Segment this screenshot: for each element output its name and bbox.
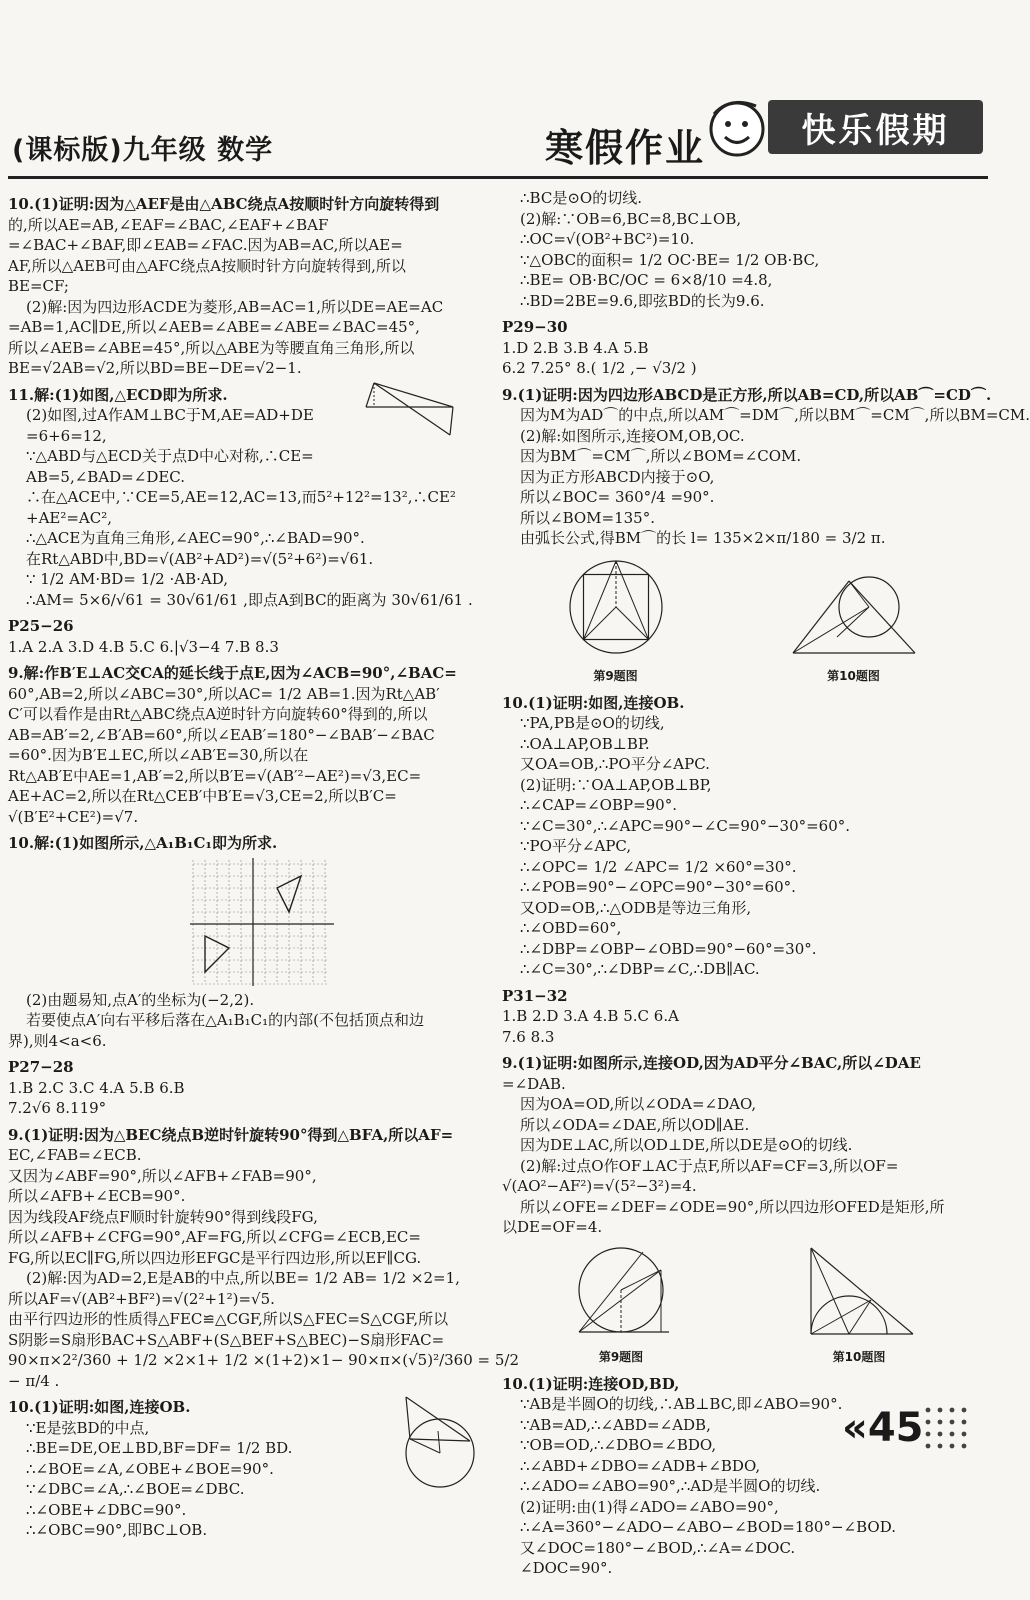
answer-line: ∴∠OPC= 1/2 ∠APC= 1/2 ×60°=30°. (520, 857, 797, 876)
square-in-circle-figure (562, 553, 670, 661)
answer-line: ∴OC=√(OB²+BC²)=10. (520, 230, 695, 248)
answer-line: 9.(1)证明:因为△BEC绕点B逆时针旋转90°得到△BFA,所以AF= (8, 1125, 454, 1144)
figure-row (502, 553, 978, 687)
brand-banner: 快乐假期 (768, 100, 983, 154)
answer-line: ∵AB=AD,∴∠ABD=∠ADB, (520, 1415, 711, 1434)
answer-line: 因为M为AD⌒的中点,所以AM⌒=DM⌒,所以BM⌒=CM⌒,所以BM=CM. (520, 406, 1030, 424)
answer-line: 所以∠BOM=135°. (520, 508, 655, 527)
answer-line: 9.(1)证明:因为四边形ABCD是正方形,所以AB=CD,所以AB⌒=CD⌒. (502, 385, 992, 404)
answer-line: 7.6 8.3 (502, 1027, 555, 1046)
answer-line: 所以∠AFB+∠ECB=90°. (8, 1187, 186, 1205)
page-range-heading: P31−32 (502, 986, 568, 1005)
answer-line: − π/4 . (8, 1371, 60, 1390)
answer-line: ∴∠C=30°,∴∠DBP=∠C,∴DB∥AC. (520, 960, 760, 978)
answer-line: C′可以看作是由Rt△ABC绕点A逆时针方向旋转60°得到的,所以 (8, 705, 428, 723)
page-range-heading: P25−26 (8, 617, 74, 635)
left-column (8, 188, 520, 1541)
answer-line: 由平行四边形的性质得△FEC≌△CGF,所以S△FEC=S△CGF,所以 (8, 1310, 449, 1328)
dot-grid-ornament (922, 1404, 974, 1448)
grid-figure (188, 856, 338, 988)
answer-line: ∵∠C=30°,∴∠APC=90°−∠C=90°−30°=60°. (520, 816, 851, 835)
double-chevron-icon: « (842, 1405, 868, 1451)
answer-line: 10.(1)证明:因为△AEF是由△ABC绕点A按顺时针方向旋转得到 (8, 195, 440, 213)
answer-line: 6.2 7.25° 8.( 1/2 ,− √3/2 ) (502, 359, 697, 377)
answer-line: 因为BM⌒=CM⌒,所以∠BOM=∠COM. (520, 447, 802, 465)
answer-line: 1.B 2.C 3.C 4.A 5.B 6.B (8, 1078, 185, 1097)
answer-line: 所以AF=√(AB²+BF²)=√(2²+1²)=√5. (8, 1289, 275, 1308)
book-edition-title: (课标版)九年级 数学 (12, 135, 274, 166)
answer-line: ∴∠OBC=90°,即BC⊥OB. (26, 1521, 208, 1539)
answer-line: 所以∠AEB=∠ABE=45°,所以△ABE为等腰直角三角形,所以 (8, 338, 415, 357)
book-series-title: 寒假作业 (545, 126, 706, 170)
figure-caption: 第9题图 (598, 1350, 644, 1364)
mascot-icon (700, 92, 774, 166)
answer-line: 又因为∠ABF=90°,所以∠AFB+∠FAB=90°, (8, 1166, 317, 1185)
answer-line: 的,所以AE=AB,∠EAF=∠BAC,∠EAF+∠BAF (8, 215, 329, 234)
answer-line: ∵∠DBC=∠A,∴∠BOE=∠DBC. (26, 1480, 245, 1498)
answer-line: AF,所以△AEB可由△AFC绕点A按顺时针方向旋转得到,所以 (8, 256, 406, 275)
answer-line: 界),则4<a<6. (8, 1031, 107, 1050)
answer-line: (2)证明:∵OA⊥AP,OB⊥BP, (520, 775, 712, 794)
answer-line: ∴∠CAP=∠OBP=90°. (520, 796, 677, 814)
answer-line: 90×π×2²/360 + 1/2 ×2×1+ 1/2 ×(1+2)×1− 90×π×(√5)²/360 = 5/2 (8, 1351, 520, 1369)
answer-line: 以DE=OF=4. (502, 1218, 603, 1236)
figure-caption: 第10题图 (827, 669, 880, 683)
answer-line: (2)如图,过A作AM⊥BC于M,AE=AD+DE (26, 406, 314, 424)
answer-line: 1.B 2.D 3.A 4.B 5.C 6.A (502, 1007, 679, 1025)
answer-line: 1.A 2.A 3.D 4.B 5.C 6.|√3−4 7.B 8.3 (8, 637, 279, 656)
answer-line: ∵PO平分∠APC, (520, 837, 632, 855)
answer-line: ∴∠A=360°−∠ADO−∠ABO−∠BOD=180°−∠BOD. (520, 1518, 896, 1536)
answer-line: ∵ 1/2 AM·BD= 1/2 ·AB·AD, (26, 570, 228, 588)
answer-line: AB=5,∠BAD=∠DEC. (26, 467, 186, 486)
answer-line: 由弧长公式,得BM⌒的长 l= 135×2×π/180 = 3/2 π. (520, 529, 886, 547)
answer-line: ∴OA⊥AP,OB⊥BP. (520, 734, 650, 753)
answer-line: =60°.因为B′E⊥EC,所以∠AB′E=30,所以在 (8, 746, 309, 764)
answer-line: ∴△ACE为直角三角形,∠AEC=90°,∴∠BAD=90°. (26, 529, 365, 547)
answer-line: 在Rt△ABD中,BD=√(AB²+AD²)=√(5²+6²)=√61. (26, 549, 374, 568)
answer-line: ∵△OBC的面积= 1/2 OC·BE= 1/2 OB·BC, (520, 250, 820, 269)
answer-line: AE+AC=2,所以在Rt△CEB′中B′E=√3,CE=2,所以B′C= (8, 787, 397, 805)
answer-line: ∴AM= 5×6/√61 = 30√61/61 ,即点A到BC的距离为 30√61/61 . (26, 590, 473, 609)
answer-line: 1.D 2.B 3.B 4.A 5.B (502, 338, 649, 357)
answer-line: S阴影=S扇形BAC+S△ABF+(S△BEF+S△BEC)−S扇形FAC= (8, 1330, 445, 1349)
page-range-heading: P27−28 (8, 1058, 74, 1076)
header-rule (8, 176, 988, 179)
answer-line: 又OD=OB,∴△ODB是等边三角形, (520, 898, 752, 917)
answer-line: 10.解:(1)如图所示,△A₁B₁C₁即为所求. (8, 834, 278, 852)
answer-line: 9.(1)证明:如图所示,连接OD,因为AD平分∠BAC,所以∠DAE (502, 1054, 921, 1072)
circle-chord-figure (561, 1242, 681, 1342)
answer-line: 10.(1)证明:连接OD,BD, (502, 1374, 680, 1393)
answer-line: √(AO²−AF²)=√(5²−3²)=4. (502, 1177, 697, 1195)
answer-line: +AE²=AC², (26, 508, 113, 527)
answer-line: ∠DOC=90°. (520, 1559, 613, 1577)
answer-line: =6+6=12, (26, 426, 107, 445)
answer-line: ∵△ABD与△ECD关于点D中心对称,∴CE= (26, 447, 314, 465)
answer-line: (2)解:过点O作OF⊥AC于点F,所以AF=CF=3,所以OF= (520, 1156, 899, 1175)
answer-line: (2)解:∵OB=6,BC=8,BC⊥OB, (520, 209, 742, 228)
answer-line: 若要使点A′向右平移后落在△A₁B₁C₁的内部(不包括顶点和边 (26, 1011, 425, 1029)
answer-line: (2)解:因为四边形ACDE为菱形,AB=AC=1,所以DE=AE=AC (26, 297, 444, 316)
answer-line: 因为DE⊥AC,所以OD⊥DE,所以DE是⊙O的切线. (520, 1136, 853, 1154)
answer-line: BE=CF; (8, 277, 69, 295)
answer-line: 所以∠BOC= 360°/4 =90°. (520, 488, 715, 506)
answer-line: ∴BE= OB·BC/OC = 6×8/10 =4.8, (520, 271, 773, 289)
answer-line: ∴∠BOE=∠A,∠OBE+∠BOE=90°. (26, 1459, 274, 1478)
answer-line: ∵OB=OD,∴∠DBO=∠BDO, (520, 1436, 717, 1454)
answer-line: 60°,AB=2,所以∠ABC=30°,所以AC= 1/2 AB=1.因为Rt△AB′ (8, 684, 440, 703)
answer-line: (2)证明:由(1)得∠ADO=∠ABO=90°, (520, 1497, 779, 1516)
page-number (842, 1405, 924, 1451)
answer-line: FG,所以EC∥FG,所以四边形EFGC是平行四边形,所以EF∥CG. (8, 1248, 422, 1267)
figure-caption: 第10题图 (832, 1350, 886, 1364)
answer-line: ∴∠ADO=∠ABO=90°,∴AD是半圆O的切线. (520, 1477, 821, 1495)
answer-line: √(B′E²+CE²)=√7. (8, 807, 139, 826)
answer-line: ∴BC是⊙O的切线. (520, 189, 642, 207)
page-number-value: 45 (867, 1405, 924, 1451)
answer-line: 9.解:作B′E⊥AC交CA的延长线于点E,因为∠ACB=90°,∠BAC= (8, 664, 457, 682)
answer-line: (2)解:因为AD=2,E是AB的中点,所以BE= 1/2 AB= 1/2 ×2=1, (26, 1269, 460, 1287)
page-range-heading: P29−30 (502, 318, 568, 336)
answer-line: 11.解:(1)如图,△ECD即为所求. (8, 385, 228, 404)
answer-line: 所以∠ODA=∠DAE,所以OD∥AE. (520, 1115, 750, 1134)
answer-line: ∴∠OBD=60°, (520, 919, 622, 937)
answer-line: 10.(1)证明:如图,连接OB. (502, 693, 685, 712)
answer-line: 因为正方形ABCD内接于⊙O, (520, 467, 715, 486)
page-header (0, 0, 996, 190)
circle-figure (398, 1391, 484, 1499)
answer-line: 7.2√6 8.119° (8, 1099, 107, 1117)
answer-line: =∠BAC+∠BAF,即∠EAB=∠FAC.因为AB=AC,所以AE= (8, 236, 403, 254)
tangent-figure (789, 561, 919, 661)
answer-line: ∵AB是半圆O的切线,∴AB⊥BC,即∠ABO=90°. (520, 1395, 843, 1413)
answer-line: 所以∠AFB+∠CFG=90°,AF=FG,所以∠CFG=∠ECB,EC= (8, 1228, 421, 1246)
answer-line: EC,∠FAB=∠ECB. (8, 1146, 142, 1164)
answer-line: ∴∠POB=90°−∠OPC=90°−30°=60°. (520, 878, 796, 896)
answer-line: BE=√2AB=√2,所以BD=BE−DE=√2−1. (8, 359, 302, 377)
answer-line: =AB=1,AC∥DE,所以∠AEB=∠ABE=∠ABE=∠BAC=45°, (8, 318, 420, 336)
semicircle-figure (799, 1242, 919, 1342)
answer-line: 所以∠OFE=∠DEF=∠ODE=90°,所以四边形OFED是矩形,所 (520, 1197, 945, 1216)
answer-line: ∴BD=2BE=9.6,即弦BD的长为9.6. (520, 291, 765, 310)
answer-line: 因为线段AF绕点F顺时针旋转90°得到线段FG, (8, 1207, 318, 1226)
figure-caption: 第9题图 (593, 669, 638, 683)
answer-line: 又OA=OB,∴PO平分∠APC. (520, 755, 710, 773)
answer-line: ∴∠OBE+∠DBC=90°. (26, 1500, 187, 1519)
answer-line: Rt△AB′E中AE=1,AB′=2,所以B′E=√(AB′²−AE²)=√3,EC= (8, 766, 422, 785)
answer-line: (2)解:如图所示,连接OM,OB,OC. (520, 426, 745, 445)
diagram-figure (358, 379, 478, 441)
right-column (502, 188, 1030, 1579)
answer-line: 又∠DOC=180°−∠BOD,∴∠A=∠DOC. (520, 1538, 796, 1557)
answer-line: ∴在△ACE中,∵CE=5,AE=12,AC=13,而5²+12²=13²,∴CE² (26, 488, 456, 506)
answer-line: ∵PA,PB是⊙O的切线, (520, 714, 665, 732)
answer-line: 因为OA=OD,所以∠ODA=∠DAO, (520, 1095, 757, 1113)
answer-line: =∠DAB. (502, 1074, 566, 1093)
answer-line: AB=AB′=2,∠B′AB=60°,所以∠EAB′=180°−∠BAB′−∠BAC (8, 725, 435, 744)
answer-line: ∴∠DBP=∠OBP−∠OBD=90°−60°=30°. (520, 939, 817, 958)
answer-line: 10.(1)证明:如图,连接OB. (8, 1398, 191, 1416)
answer-line: ∵E是弦BD的中点, (26, 1418, 150, 1437)
figure-row (502, 1242, 978, 1368)
answer-line: ∴∠ABD+∠DBO=∠ADB+∠BDO, (520, 1456, 761, 1475)
answer-line: (2)由题易知,点A′的坐标为(−2,2). (26, 990, 255, 1009)
answer-line: ∴BE=DE,OE⊥BD,BF=DF= 1/2 BD. (26, 1439, 293, 1457)
